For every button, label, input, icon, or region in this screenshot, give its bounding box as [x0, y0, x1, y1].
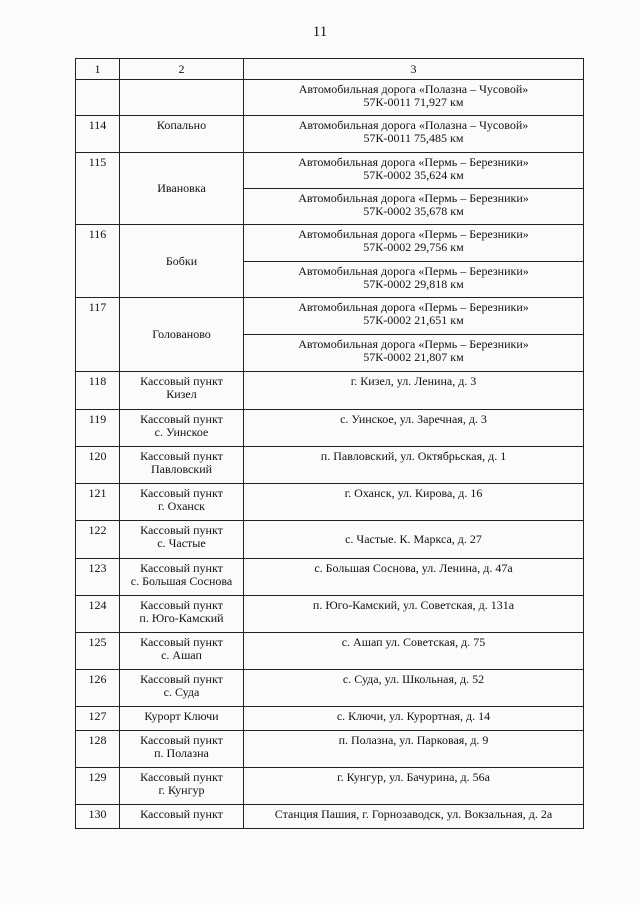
table-row — [76, 805, 584, 829]
row-number-cell: 117 — [76, 298, 120, 372]
table-row — [76, 372, 584, 410]
point-name-line: п. Полазна — [154, 746, 209, 760]
address-cell — [244, 80, 584, 116]
address-cell — [244, 153, 584, 189]
ticket-office-table — [75, 58, 584, 829]
column-header-number: 1 — [76, 59, 120, 80]
row-number-cell: 116 — [76, 225, 120, 298]
address-line: 57К-0002 29,818 км — [363, 277, 464, 291]
address-line: Автомобильная дорога «Пермь – Березники» — [298, 337, 529, 351]
point-name-cell — [120, 298, 244, 372]
point-name-line: Кассовый пункт — [140, 770, 223, 784]
point-name-cell — [120, 731, 244, 768]
address-line: Автомобильная дорога «Полазна – Чусовой» — [298, 82, 529, 96]
address-line: с. Ашап ул. Советская, д. 75 — [341, 635, 486, 649]
address-cell — [244, 731, 584, 768]
table-row — [76, 559, 584, 596]
address-line: 57К-0002 21,651 км — [363, 313, 464, 327]
address-line: 57К-0011 75,485 км — [363, 131, 464, 145]
row-number-cell: 119 — [76, 410, 120, 447]
point-name-cell — [120, 153, 244, 225]
row-number-cell: 127 — [76, 707, 120, 731]
table-row — [76, 225, 584, 262]
address-cell — [244, 633, 584, 670]
point-name-line: Курорт Ключи — [144, 709, 219, 723]
address-cell — [244, 521, 584, 559]
row-number-cell: 114 — [76, 116, 120, 153]
address-line: Автомобильная дорога «Пермь – Березники» — [298, 300, 529, 314]
table-row — [76, 768, 584, 805]
row-number-cell: 118 — [76, 372, 120, 410]
point-name-line: Ивановка — [157, 181, 206, 195]
row-number-cell: 115 — [76, 153, 120, 225]
point-name-cell — [120, 484, 244, 521]
row-number-cell: 123 — [76, 559, 120, 596]
table-row — [76, 116, 584, 153]
point-name-line: с. Уинское — [154, 425, 209, 439]
address-line: Автомобильная дорога «Пермь – Березники» — [298, 155, 529, 169]
point-name-line: г. Оханск — [158, 499, 205, 513]
point-name-line: Павловский — [150, 462, 213, 476]
point-name-line: Кассовый пункт — [140, 561, 223, 575]
header-row — [76, 59, 584, 80]
column-header-name: 2 — [120, 59, 244, 80]
point-name-cell — [120, 670, 244, 707]
point-name-line: Кассовый пункт — [140, 733, 223, 747]
address-line: Автомобильная дорога «Пермь – Березники» — [298, 227, 529, 241]
row-number-cell: 130 — [76, 805, 120, 829]
address-line: Автомобильная дорога «Пермь – Березники» — [298, 264, 529, 278]
address-line: п. Юго-Камский, ул. Советская, д. 131а — [312, 598, 515, 612]
address-cell — [244, 116, 584, 153]
address-cell — [244, 768, 584, 805]
address-line: п. Павловский, ул. Октябрьская, д. 1 — [320, 449, 507, 463]
address-cell — [244, 410, 584, 447]
table-row — [76, 447, 584, 484]
table-row — [76, 633, 584, 670]
point-name-line: Бобки — [165, 253, 198, 268]
address-cell — [244, 707, 584, 731]
point-name-cell — [120, 707, 244, 731]
address-line: с. Суда, ул. Школьная, д. 52 — [342, 672, 485, 686]
address-cell — [244, 262, 584, 298]
address-line: 57К-0002 29,756 км — [363, 240, 464, 254]
row-number-cell: 128 — [76, 731, 120, 768]
table-row — [76, 298, 584, 335]
table-row — [76, 410, 584, 447]
point-name-line: г. Кунгур — [158, 783, 205, 797]
point-name-line: Кассовый пункт — [140, 449, 223, 463]
address-cell — [244, 559, 584, 596]
table-row — [76, 80, 584, 116]
point-name-cell — [120, 410, 244, 447]
column-header-address: 3 — [244, 59, 584, 80]
table-row — [76, 707, 584, 731]
address-line: с. Ключи, ул. Курортная, д. 14 — [336, 709, 491, 723]
row-number-cell: 121 — [76, 484, 120, 521]
point-name-line: Кассовый пункт — [140, 672, 223, 686]
point-name-cell — [120, 521, 244, 559]
address-line: 57К-0002 35,678 км — [363, 204, 464, 218]
point-name-cell — [120, 559, 244, 596]
point-name-line: Кизел — [166, 387, 197, 401]
row-number-cell: 126 — [76, 670, 120, 707]
row-number-cell: 125 — [76, 633, 120, 670]
point-name-line: с. Ашап — [161, 648, 202, 662]
point-name-cell — [120, 633, 244, 670]
point-name-cell — [120, 805, 244, 829]
address-cell — [244, 335, 584, 372]
address-line: с. Большая Соснова, ул. Ленина, д. 47а — [314, 561, 513, 575]
point-name-line: Кассовый пункт — [140, 412, 223, 426]
address-line: 57К-0002 35,624 км — [363, 168, 464, 182]
point-name-cell — [120, 116, 244, 153]
point-name-line: Кассовый пункт — [140, 374, 223, 388]
address-line: Станция Пашия, г. Горнозаводск, ул. Вокзальная, д. 2а — [274, 807, 553, 821]
point-name-line: Голованово — [152, 327, 211, 341]
row-number-cell: 129 — [76, 768, 120, 805]
table-row — [76, 731, 584, 768]
point-name-line: Кассовый пункт — [140, 598, 223, 612]
table-row — [76, 596, 584, 633]
address-line: г. Кизел, ул. Ленина, д. 3 — [350, 374, 477, 388]
point-name-line: Кассовый пункт — [140, 807, 223, 821]
address-cell — [244, 484, 584, 521]
table-row — [76, 521, 584, 559]
point-name-line: с. Частые — [157, 536, 206, 550]
table-row — [76, 484, 584, 521]
point-name-cell — [120, 447, 244, 484]
address-cell — [244, 372, 584, 410]
address-line: п. Полазна, ул. Парковая, д. 9 — [338, 733, 489, 747]
point-name-cell — [120, 768, 244, 805]
address-line: 57К-0002 21,807 км — [363, 350, 464, 364]
address-cell — [244, 670, 584, 707]
point-name-cell — [120, 80, 244, 116]
address-line: 57К-0011 71,927 км — [363, 95, 464, 109]
point-name-line: п. Юго-Камский — [139, 611, 224, 625]
address-cell — [244, 189, 584, 225]
row-number-cell — [76, 80, 120, 116]
point-name-cell — [120, 372, 244, 410]
point-name-line: Кассовый пункт — [140, 486, 223, 500]
point-name-cell — [120, 596, 244, 633]
point-name-line: с. Суда — [163, 685, 200, 699]
row-number-cell: 124 — [76, 596, 120, 633]
table-row — [76, 670, 584, 707]
page-number: 11 — [312, 24, 328, 40]
address-cell — [244, 298, 584, 335]
address-cell — [244, 447, 584, 484]
point-name-line: с. Большая Соснова — [130, 574, 233, 588]
point-name-line: Кассовый пункт — [140, 635, 223, 649]
address-line: г. Оханск, ул. Кирова, д. 16 — [344, 486, 483, 500]
address-cell — [244, 596, 584, 633]
address-line: с. Частые. К. Маркса, д. 27 — [345, 532, 482, 546]
address-line: Автомобильная дорога «Полазна – Чусовой» — [298, 118, 529, 132]
row-number-cell: 120 — [76, 447, 120, 484]
address-line: Автомобильная дорога «Пермь – Березники» — [298, 191, 529, 205]
point-name-line: Кассовый пункт — [140, 523, 223, 537]
point-name-line: Копально — [156, 118, 207, 132]
row-number-cell: 122 — [76, 521, 120, 559]
point-name-cell — [120, 225, 244, 298]
table-row — [76, 153, 584, 189]
address-line: с. Уинское, ул. Заречная, д. 3 — [340, 412, 487, 426]
address-line: г. Кунгур, ул. Бачурина, д. 56а — [337, 770, 490, 784]
address-cell — [244, 805, 584, 829]
address-cell — [244, 225, 584, 262]
